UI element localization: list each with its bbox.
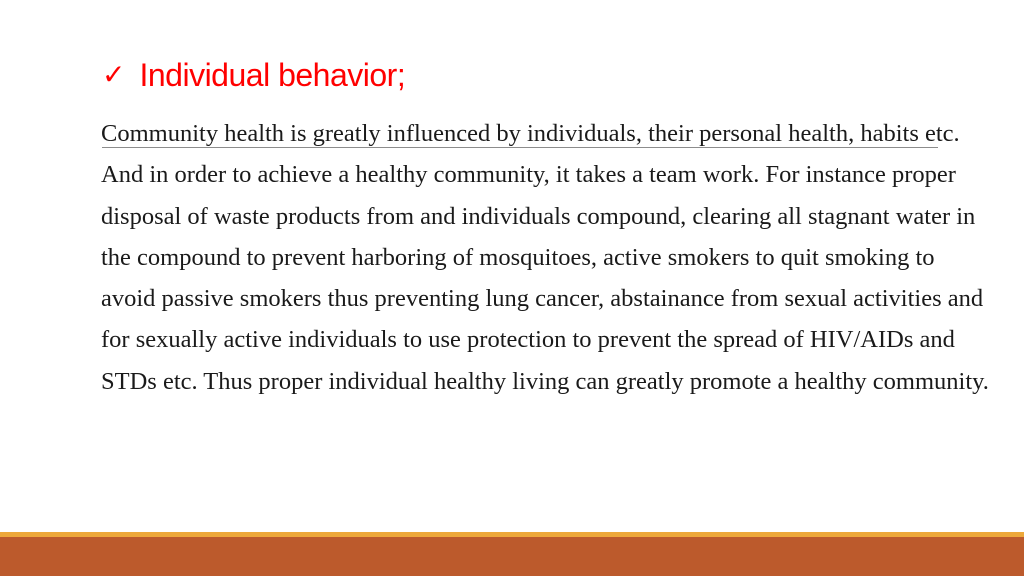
body-paragraph: Community health is greatly influenced by individuals, their personal health, habits etc. And in order to achieve a healthy community, it takes a team work. For instance proper disposal of waste products from and individuals compound, clearing all stagnant water in the compound to prevent harboring of mosquitoes, active smokers to quit smoking to avoid passive smokers thus preventing lung cancer, abstainance from sexual activities and for sexually active individuals to use protection to prevent the spread of HIV/AIDs and STDs etc. Thus proper individual healthy living can greatly promote a healthy community. <box>101 120 989 395</box>
checkmark-icon: ✓ <box>102 58 126 91</box>
footer-accent-bar-dark <box>0 537 1024 576</box>
slide-title-row <box>102 52 405 98</box>
slide-title: Individual behavior; <box>139 57 406 93</box>
